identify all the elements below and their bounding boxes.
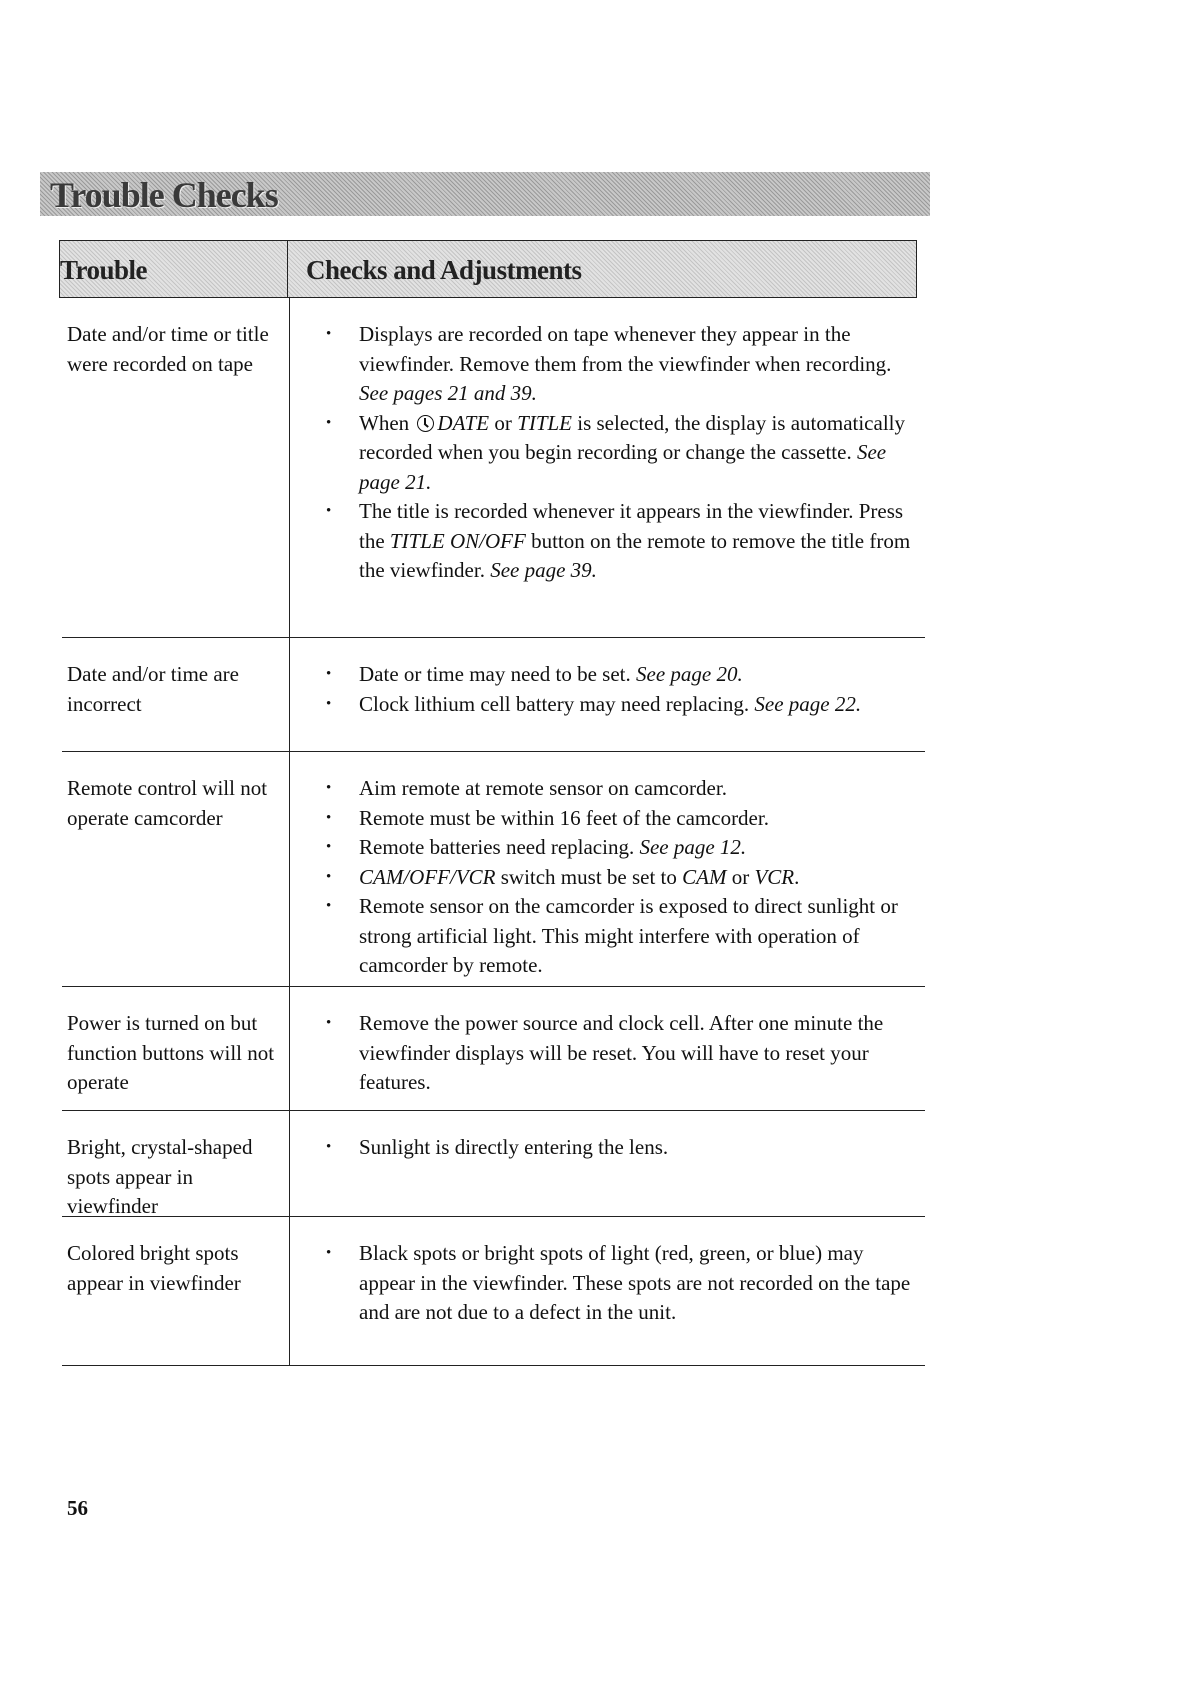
check-text: Black spots or bright spots of light (red, green, or blue) may appear in the viewfinder. These spots are not recorded on the tape and are not due to a defect in the unit. — [359, 1241, 911, 1324]
page-reference: See page 22. — [754, 691, 862, 716]
checks-list — [322, 774, 922, 981]
check-item — [322, 863, 922, 893]
page-reference: See page 12. — [639, 835, 747, 859]
table-row — [62, 1111, 925, 1217]
table-row — [62, 638, 925, 752]
trouble-cell: Bright, crystal-shaped spots appear in viewfinder — [67, 1135, 253, 1218]
trouble-cell: Date and/or time are incorrect — [67, 662, 239, 716]
check-text: switch must be set to — [495, 864, 683, 889]
trouble-cell: Colored bright spots appear in viewfinder — [67, 1241, 241, 1295]
column-divider — [287, 241, 288, 297]
page-number: 56 — [67, 1496, 88, 1520]
trouble-cell: Power is turned on but function buttons will not operate — [67, 1011, 275, 1094]
check-item — [322, 660, 922, 690]
table-row — [62, 1217, 925, 1366]
column-divider — [289, 638, 290, 752]
check-item — [322, 497, 922, 586]
check-text: Remote batteries need replacing. — [359, 835, 640, 859]
page-reference: VCR — [754, 864, 795, 889]
check-text: Aim remote at remote sensor on camcorder. — [359, 776, 727, 800]
section-title: Trouble Checks — [50, 175, 278, 215]
check-text: When — [359, 410, 415, 435]
table-row — [62, 752, 925, 987]
check-text: The title is recorded whenever it appears in the viewfinder. Press the — [359, 499, 904, 553]
page-reference: CAM/OFF/VCR — [359, 864, 496, 889]
check-text: Sunlight is directly entering the lens. — [359, 1135, 669, 1159]
page-reference: TITLE ON/OFF — [389, 528, 526, 553]
check-item — [322, 892, 922, 981]
checks-list — [322, 1009, 922, 1098]
check-item — [322, 1239, 922, 1328]
checks-list — [322, 1239, 922, 1328]
page-reference: CAM — [682, 864, 727, 889]
clock-icon — [417, 415, 434, 432]
check-text: button on the remote to remove the title from the viewfinder. — [359, 528, 911, 582]
table-row — [62, 987, 925, 1111]
header-trouble: Trouble — [60, 255, 148, 285]
check-text: Displays are recorded on tape whenever they appear in the viewfinder. Remove them from the viewfinder when recording. — [359, 322, 892, 376]
page-reference: TITLE — [517, 410, 572, 435]
check-item — [322, 1133, 922, 1163]
table-header — [59, 240, 917, 298]
check-text: or — [489, 410, 518, 435]
column-divider — [289, 298, 290, 638]
checks-list — [322, 1133, 922, 1163]
check-text: or — [726, 864, 755, 889]
column-divider — [289, 752, 290, 987]
check-item — [322, 690, 922, 720]
check-item — [322, 320, 922, 409]
section-title-bar — [40, 172, 930, 216]
check-text: Remote sensor on the camcorder is exposed to direct sunlight or strong artificial light. This might interfere with operation of camcorder by remote. — [359, 894, 898, 977]
check-text: Remote must be within 16 feet of the camcorder. — [359, 805, 769, 830]
table-row — [62, 298, 925, 638]
column-divider — [289, 1111, 290, 1217]
page-reference: DATE — [437, 410, 490, 435]
page-reference: See page 20. — [636, 662, 743, 686]
check-item — [322, 774, 922, 804]
checks-list — [322, 660, 922, 719]
checks-list — [322, 320, 922, 586]
column-divider — [289, 987, 290, 1111]
header-checks: Checks and Adjustments — [306, 255, 582, 285]
check-text: Date or time may need to be set. — [359, 662, 636, 686]
trouble-cell: Remote control will not operate camcorder — [67, 776, 268, 830]
check-item — [322, 804, 922, 834]
check-text: is selected, the display is automatically recorded when you begin recording or change the cassette. — [359, 410, 905, 464]
column-divider — [289, 1217, 290, 1366]
page-reference: See page 39. — [490, 558, 597, 582]
check-item — [322, 409, 922, 498]
trouble-cell: Date and/or time or title were recorded on tape — [67, 322, 269, 376]
check-text: Remove the power source and clock cell. After one minute the viewfinder displays will be reset. You will have to reset your features. — [359, 1011, 884, 1094]
page-reference: See page 21. — [359, 440, 887, 494]
page-reference: See pages 21 and 39. — [359, 381, 537, 405]
check-text: . — [794, 864, 800, 889]
check-item — [322, 833, 922, 863]
check-item — [322, 1009, 922, 1098]
check-text: Clock lithium cell battery may need replacing. — [359, 691, 755, 716]
